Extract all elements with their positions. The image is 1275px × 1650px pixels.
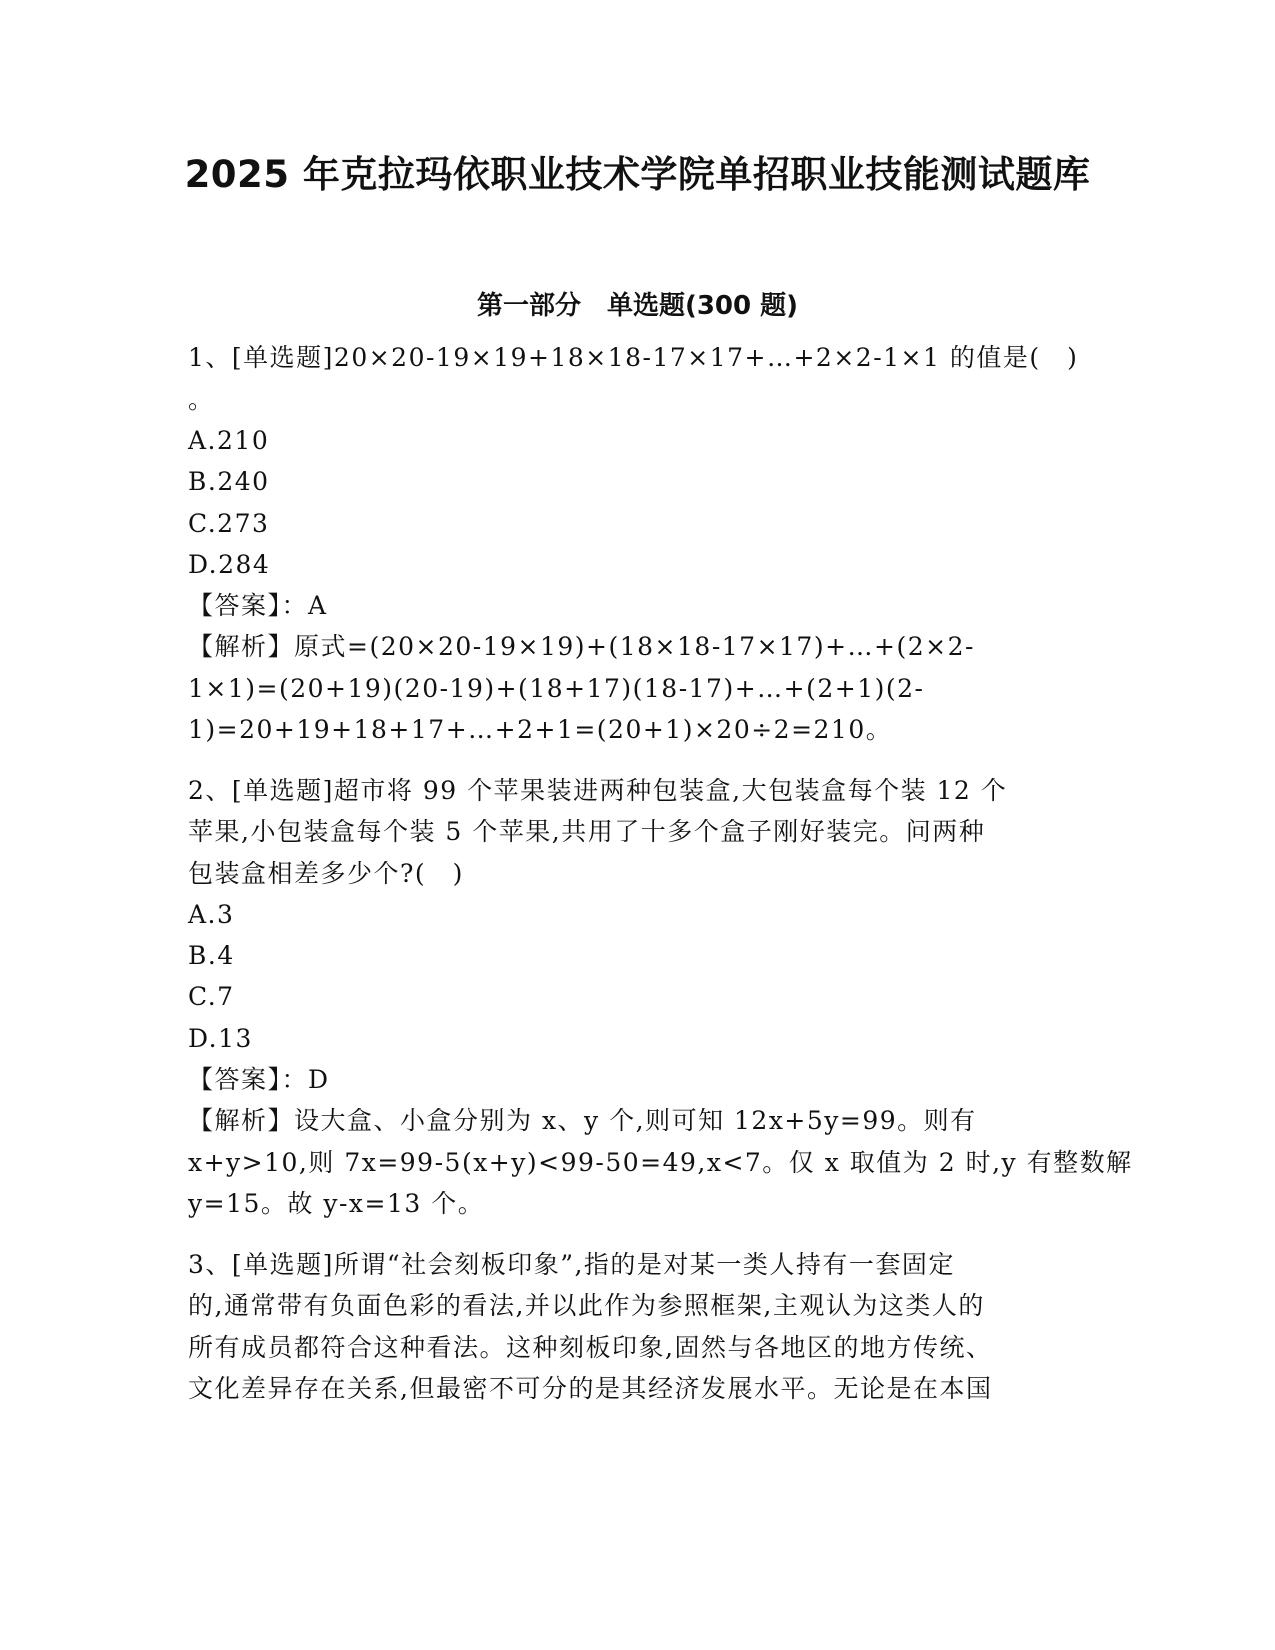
question-3-stem-line-1: 3、[单选题]所谓“社会刻板印象”,指的是对某一类人持有一套固定 [188,1250,955,1279]
question-2-stem-line-1: 2、[单选题]超市将 99 个苹果装进两种包装盒,大包装盒每个装 12 个 [188,776,1008,805]
question-1-option-a: A.210 [188,426,270,455]
question-2-answer: 【答案】：D [188,1065,330,1094]
question-1-analysis-line-1: 【解析】原式=(20×20-19×19)+(18×18-17×17)+…+(2×2- [188,632,975,661]
question-2-option-b: B.4 [188,941,235,970]
question-2-option-a: A.3 [188,900,235,929]
question-2-analysis-line-2: x+y>10,则 7x=99-5(x+y)<99-50=49,x<7。仅 x 取值为 2 时,y 有整数解 [188,1148,1133,1177]
question-3-stem-line-4: 文化差异存在关系,但最密不可分的是其经济发展水平。无论是在本国 [188,1374,993,1403]
question-2-option-c: C.7 [188,982,235,1011]
question-3-stem-line-3: 所有成员都符合这种看法。这种刻板印象,固然与各地区的地方传统、 [188,1333,993,1362]
section-title: 第一部分 单选题(300 题) [476,291,799,321]
question-2-option-d: D.13 [188,1024,253,1053]
question-1-option-b: B.240 [188,467,270,496]
question-1-stem-line-2: 。 [188,385,215,414]
question-2-analysis-line-3: y=15。故 y-x=13 个。 [188,1189,485,1218]
question-1-option-d: D.284 [188,550,271,579]
question-2-stem-line-2: 苹果,小包装盒每个装 5 个苹果,共用了十多个盒子刚好装完。问两种 [188,817,986,846]
question-2-stem-line-3: 包装盒相差多少个?( ) [188,859,464,888]
question-1-analysis-line-2: 1×1)=(20+19)(20-19)+(18+17)(18-17)+…+(2+1)(2- [188,674,925,703]
document-title: 2025 年克拉玛依职业技术学院单招职业技能测试题库 [184,153,1091,196]
question-1-answer: 【答案】：A [188,591,328,620]
question-1-option-c: C.273 [188,509,270,538]
question-2-analysis-line-1: 【解析】设大盒、小盒分别为 x、y 个,则可知 12x+5y=99。则有 [188,1106,977,1135]
question-3-stem-line-2: 的,通常带有负面色彩的看法,并以此作为参照框架,主观认为这类人的 [188,1291,985,1320]
question-1-analysis-line-3: 1)=20+19+18+17+…+2+1=(20+1)×20÷2=210。 [188,715,893,744]
question-1-stem-line-1: 1、[单选题]20×20-19×19+18×18-17×17+…+2×2-1×1 的值是( ) [188,343,1079,372]
